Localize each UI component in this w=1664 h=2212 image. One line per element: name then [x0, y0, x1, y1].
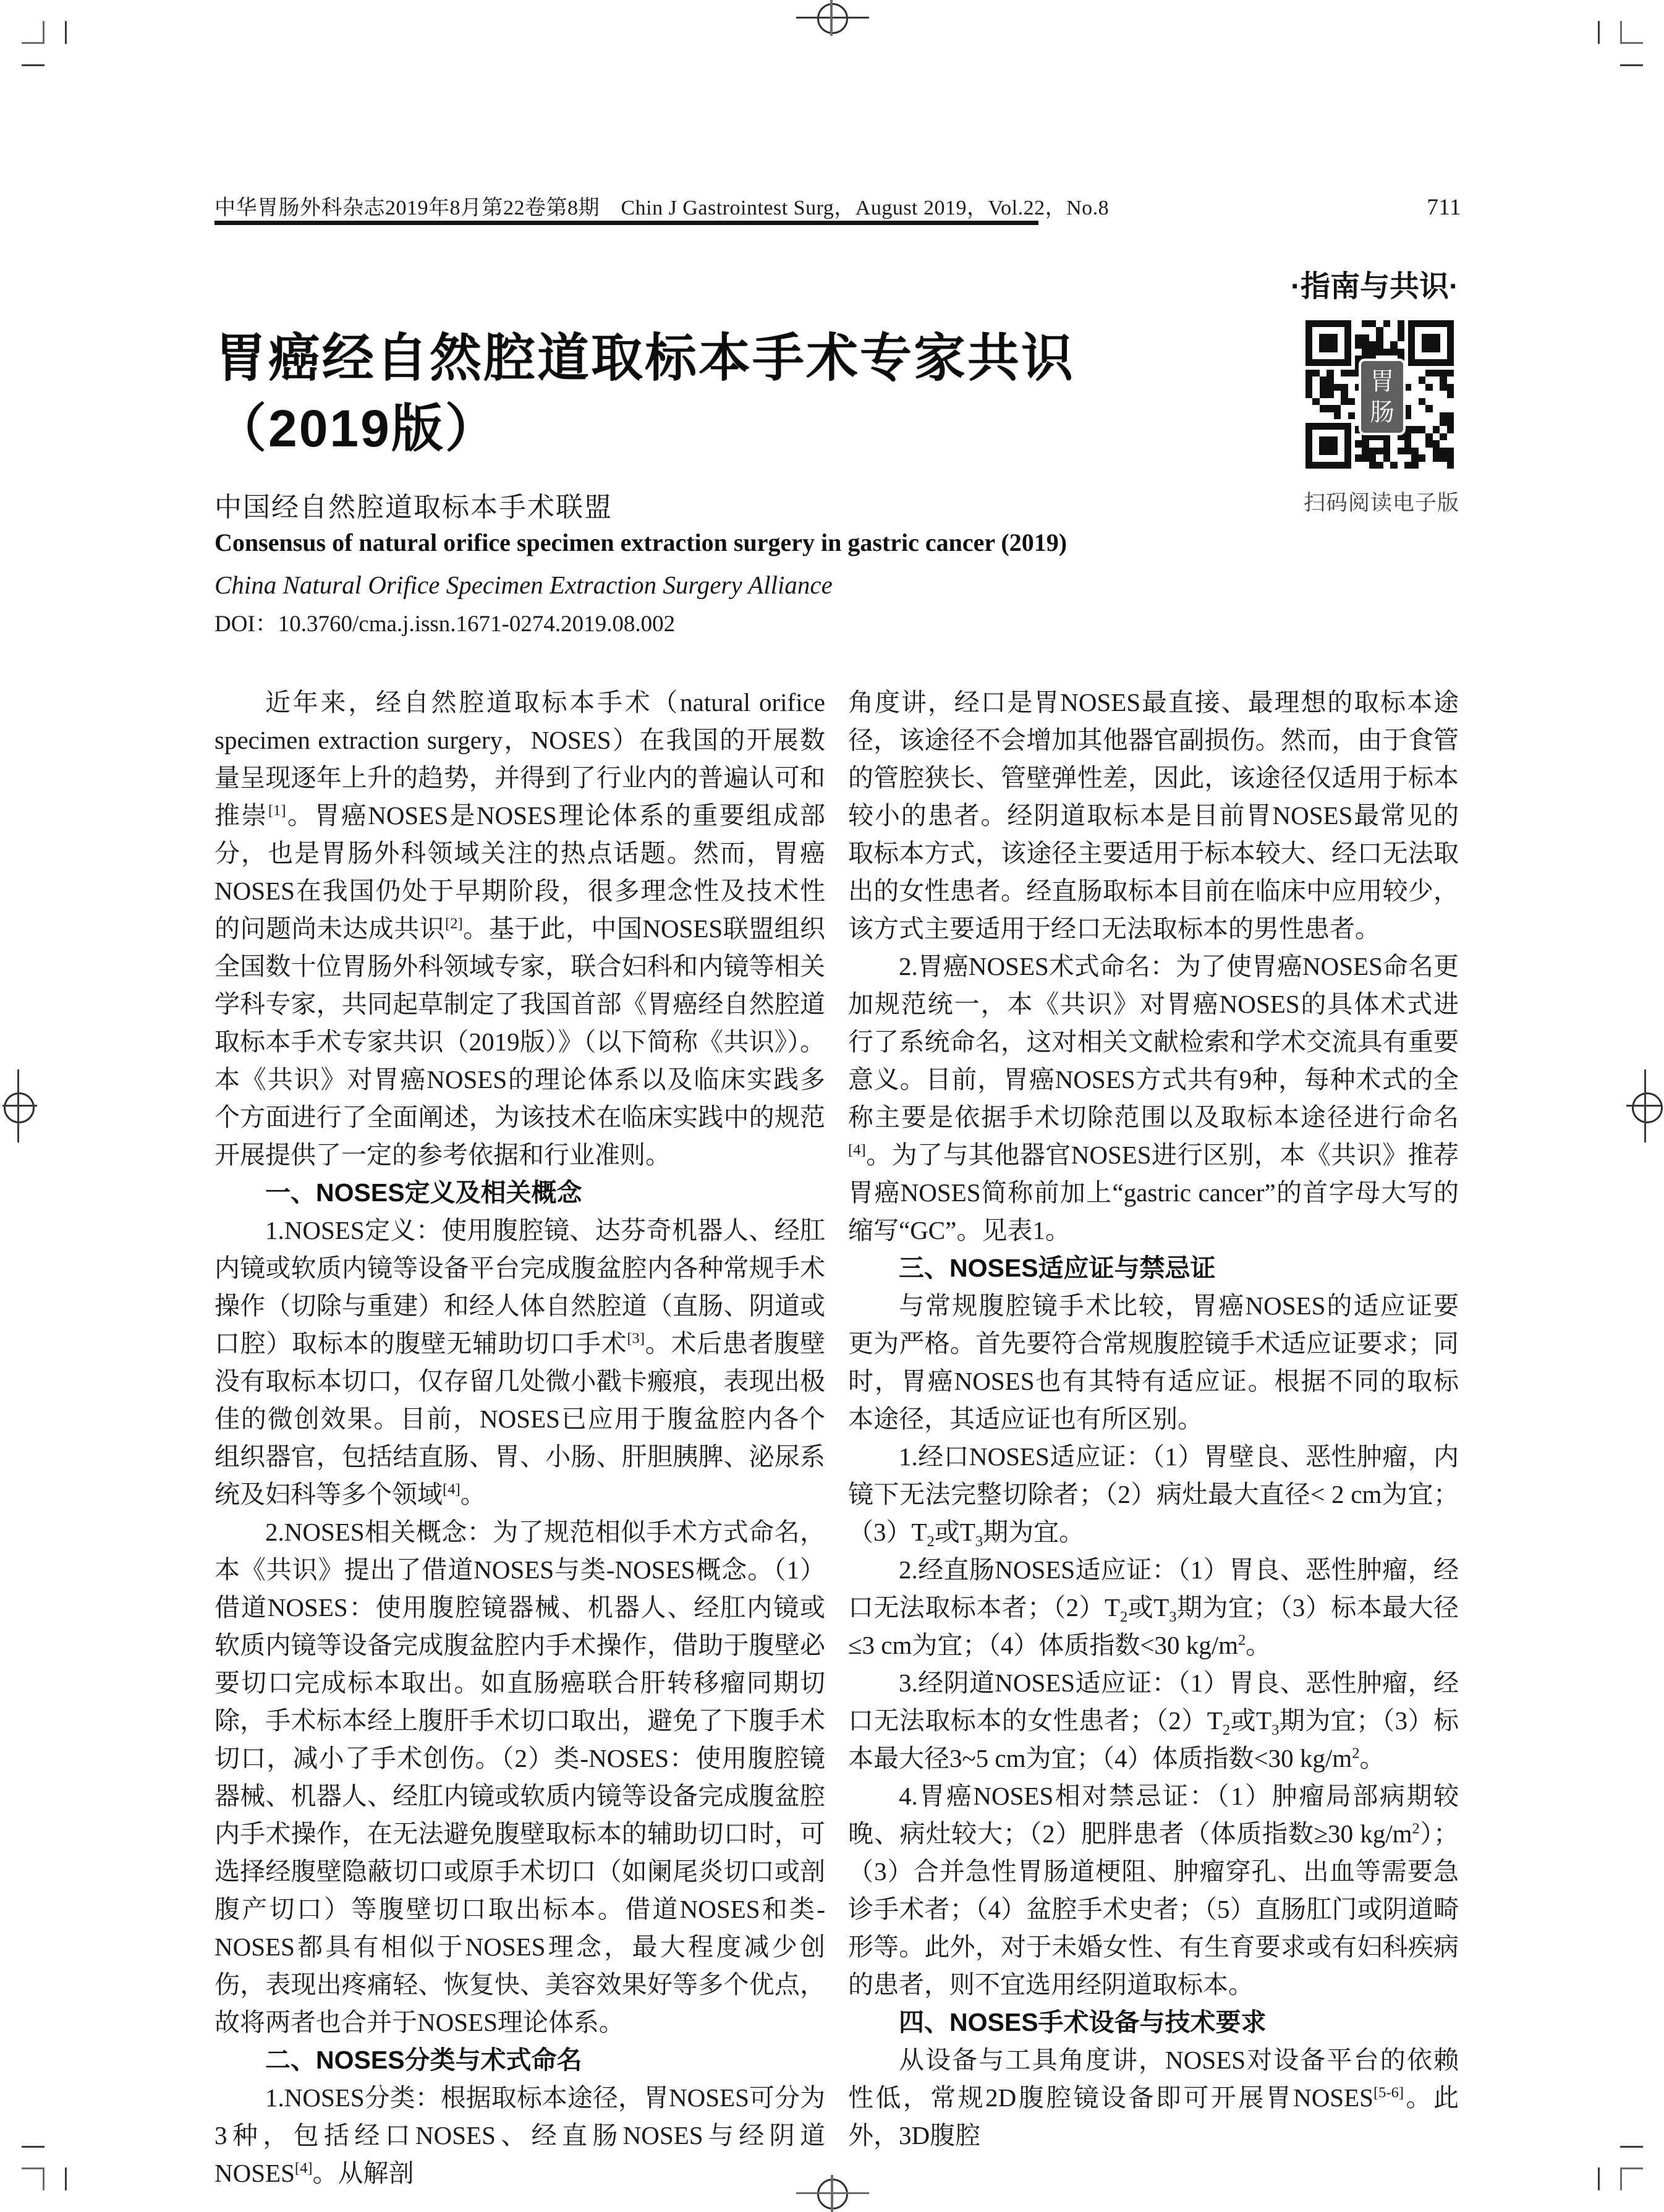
qr-center-badge: [1359, 359, 1406, 435]
crop-mark-top-left-tick-h: [22, 64, 45, 66]
crop-mark-top-left-tick-v: [65, 21, 67, 44]
crop-mark-top-right-tick-v: [1598, 21, 1600, 44]
registration-mark-top-center-hline: [796, 17, 869, 19]
article-title: [214, 323, 1302, 464]
body-paragraph: 2.经直肠NOSES适应证：（1）胃良、恶性肿瘤，经口无法取标本者；$(2)T_2$或$T_3$期为宜；（3）标本最大径≤3 cm为宜；（4）体质指数<30 $kg/m^2$。: [848, 1555, 1459, 1659]
qr-caption: 扫码阅读电子版: [1303, 491, 1459, 515]
body-column-left: [214, 684, 825, 2192]
registration-mark-left-center-hline: [2, 1105, 37, 1107]
english-author: China Natural Orifice Specimen Extraction Surgery Alliance: [214, 571, 833, 599]
body-paragraph: 1.NOSES分类：根据取标本途径，胃NOSES可分为3种，包括经口NOSES、经直肠NOSES与经阴道NOSES[4]。从解剖: [214, 2083, 825, 2187]
crop-mark-top-right-corner-v: [1620, 21, 1622, 44]
body-paragraph: 4.胃癌NOSES相对禁忌证：（1）肿瘤局部病期较晚、病灶较大；（2）肥胖患者（体质指数≥30 $kg/m^2$）；（3）合并急性胃肠道梗阻、肿瘤穿孔、出血等需要急诊手术者；（4）盆腔手术史者；（5）直肠肛门或阴道畸形等。此外，对于未婚女性、有生育要求或有妇科疾病的患者，则不宜选用经阴道取标本。: [848, 1782, 1459, 1999]
running-head: [214, 190, 1461, 221]
qr-badge-text-line1: 胃: [1370, 368, 1394, 395]
section-heading: 四、NOSES手术设备与技术要求: [899, 2008, 1267, 2036]
article-title-line2: （2019版）: [214, 399, 499, 457]
header-rule: [214, 221, 1038, 225]
section-label: ·指南与共识·: [1291, 270, 1459, 303]
crop-mark-top-right-tick-h: [1620, 64, 1643, 66]
english-title: Consensus of natural orifice specimen extraction surgery in gastric cancer (2019): [214, 529, 1068, 556]
registration-mark-bottom-center-vline: [831, 2175, 833, 2212]
section-heading: 二、NOSES分类与术式命名: [265, 2046, 582, 2074]
qr-code: [1305, 320, 1454, 469]
journal-citation-line: 中华胃肠外科杂志2019年8月第22卷第8期 Chin J Gastrointest Surg，August 2019，Vol.22，No.8: [214, 197, 1110, 219]
crop-mark-bottom-right-tick-v: [1598, 2167, 1600, 2190]
body-paragraph: 角度讲，经口是胃NOSES最直接、最理想的取标本途径，该途径不会增加其他器官副损伤。然而，由于食管的管腔狭长、管壁弹性差，因此，该途径仅适用于标本较小的患者。经阴道取标本是目前胃NOSES最常见的取标本方式，该途径主要适用于标本较大、经口无法取出的女性患者。经直肠取标本目前在临床中应用较少，该方式主要适用于经口无法取标本的男性患者。: [848, 688, 1459, 943]
qr-finder-bottom-left: [1305, 423, 1351, 469]
registration-mark-right-center-vline: [1644, 1070, 1646, 1142]
page-number: 711: [1427, 195, 1461, 220]
section-heading: 一、NOSES定义及相关概念: [265, 1178, 582, 1207]
crop-mark-bottom-left-tick-h: [22, 2146, 45, 2148]
crop-mark-bottom-right-tick-h: [1620, 2146, 1643, 2148]
body-paragraph: 2.NOSES相关概念：为了规范相似手术方式命名，本《共识》提出了借道NOSES与类-NOSES概念。（1）借道NOSES：使用腹腔镜器械、机器人、经肛内镜或软质内镜等设备完成腹盆腔内手术操作，借助于腹壁必要切口完成标本取出。如直肠癌联合肝转移瘤同期切除，手术标本经上腹肝手术切口取出，避免了下腹手术切口，减小了手术创伤。（2）类-NOSES：使用腹腔镜器械、机器人、经肛内镜或软质内镜等设备完成腹盆腔内手术操作，在无法避免腹壁取标本的辅助切口时，可选择经腹壁隐蔽切口或原手术切口（如阑尾炎切口或剖腹产切口）等腹壁切口取出标本。借道NOSES和类-NOSES都具有相似于NOSES理念，最大程度减少创伤，表现出疼痛轻、恢复快、美容效果好等多个优点，故将两者也合并于NOSES理论体系。: [214, 1518, 825, 2036]
body-paragraph: 与常规腹腔镜手术比较，胃癌NOSES的适应证要更为严格。首先要符合常规腹腔镜手术适应证要求；同时，胃癌NOSES也有其特有适应证。根据不同的取标本途径，其适应证也有所区别。: [848, 1291, 1459, 1433]
qr-badge-text-line2: 肠: [1370, 399, 1394, 426]
qr-finder-top-left: [1305, 320, 1351, 366]
crop-mark-top-right-corner-h: [1620, 42, 1643, 44]
crop-mark-top-left-corner-v: [43, 21, 45, 44]
crop-mark-top-left-corner-h: [22, 42, 45, 44]
registration-mark-right-center-circle: [1632, 1092, 1663, 1123]
article-title-line1: 胃癌经自然腔道取标本手术专家共识: [214, 329, 1076, 387]
body-paragraph: 2.胃癌NOSES术式命名：为了使胃癌NOSES命名更加规范统一，本《共识》对胃癌NOSES的具体术式进行了系统命名，这对相关文献检索和学术交流具有重要意义。目前，胃癌NOSES方式共有9种，每种术式的全称主要是依据手术切除范围以及取标本途径进行命名[4]。为了与其他器官NOSES进行区别，本《共识》推荐胃癌NOSES简称前加上“gastric cancer”的首字母大写的缩写“GC”。见表1。: [848, 952, 1459, 1244]
registration-mark-right-center-hline: [1626, 1105, 1661, 1107]
registration-mark-left-center-circle: [4, 1092, 35, 1123]
crop-mark-bottom-left-corner-h: [22, 2167, 45, 2169]
body-paragraph: 从设备与工具角度讲，NOSES对设备平台的依赖性低，常规2D腹腔镜设备即可开展胃NOSES[5-6]。此外，3D腹腔: [848, 2046, 1459, 2150]
qr-finder-top-right: [1408, 320, 1454, 366]
body-column-right: [848, 684, 1459, 2155]
doi-line: DOI：10.3760/cma.j.issn.1671-0274.2019.08.002: [214, 611, 676, 637]
crop-mark-bottom-left-corner-v: [43, 2167, 45, 2190]
section-heading: 三、NOSES适应证与禁忌证: [899, 1254, 1216, 1282]
body-paragraph: 3.经阴道NOSES适应证：（1）胃良、恶性肿瘤，经口无法取标本的女性患者；$(2)T_2$或$T_3$期为宜；（3）标本最大径3~5 cm为宜；（4）体质指数<30 $kg/m^2$。: [848, 1669, 1459, 1772]
crop-mark-bottom-right-corner-h: [1620, 2167, 1643, 2169]
body-paragraph: 1.经口NOSES适应证：（1）胃壁良、恶性肿瘤，内镜下无法完整切除者；（2）病灶最大直径< 2 cm为宜；$(3)T_2$或$T_3$期为宜。: [848, 1442, 1459, 1551]
crop-mark-bottom-left-tick-v: [65, 2167, 67, 2190]
author-affiliation: 中国经自然腔道取标本手术联盟: [214, 492, 613, 522]
crop-mark-bottom-right-corner-v: [1620, 2167, 1622, 2190]
body-paragraph: 近年来，经自然腔道取标本手术（natural orifice specimen extraction surgery，NOSES）在我国的开展数量呈现逐年上升的趋势，并得到了行业内的普遍认可和推崇[1]。胃癌NOSES是NOSES理论体系的重要组成部分，也是胃肠外科领域关注的热点话题。然而，胃癌NOSES在我国仍处于早期阶段，很多理念性及技术性的问题尚未达成共识[2]。基于此，中国NOSES联盟组织全国数十位胃肠外科领域专家，联合妇科和内镜等相关学科专家，共同起草制定了我国首部《胃癌经自然腔道取标本手术专家共识（2019版）》（以下简称《共识》）。本《共识》对胃癌NOSES的理论体系以及临床实践多个方面进行了全面阐述，为该技术在临床实践中的规范开展提供了一定的参考依据和行业准则。: [214, 688, 825, 1169]
registration-mark-top-center-vline: [830, 0, 833, 36]
registration-mark-left-center-vline: [17, 1070, 19, 1142]
registration-mark-top-center-circle: [817, 3, 848, 34]
body-paragraph: 1.NOSES定义：使用腹腔镜、达芬奇机器人、经肛内镜或软质内镜等设备平台完成腹盆腔内各种常规手术操作（切除与重建）和经人体自然腔道（直肠、阴道或口腔）取标本的腹壁无辅助切口手术[3]。术后患者腹壁没有取标本切口，仅存留几处微小戳卡瘢痕，表现出极佳的微创效果。目前，NOSES已应用于腹盆腔内各个组织器官，包括结直肠、胃、小肠、肝胆胰脾、泌尿系统及妇科等多个领域[4]。: [214, 1216, 826, 1508]
